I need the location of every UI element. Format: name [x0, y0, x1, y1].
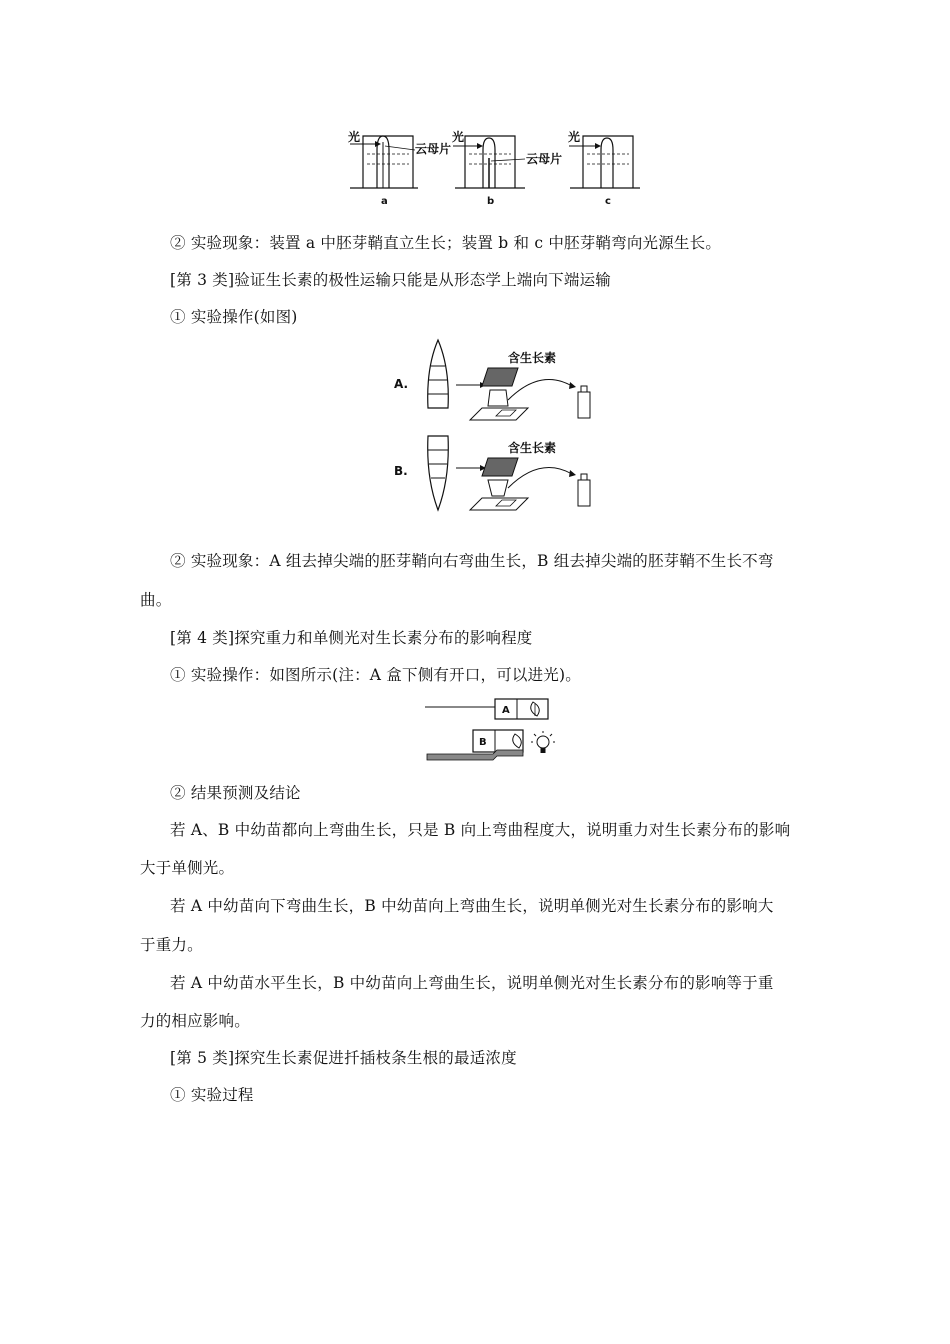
panel-b-label: b — [487, 196, 495, 207]
para-result-1: ② 实验现象：装置 a 中胚芽鞘直立生长；装置 b 和 c 中胚芽鞘弯向光源生长。 — [170, 234, 722, 252]
light-label-a: 光 — [348, 130, 361, 144]
auxin-label-a: 含生长素 — [508, 351, 557, 365]
lightbulb-icon — [531, 731, 555, 753]
panel-b — [452, 129, 562, 207]
auxin-label-b: 含生长素 — [508, 441, 557, 455]
para-case-3-line2: 力的相应影响。 — [140, 1012, 250, 1030]
figure-mica-coleoptiles — [345, 128, 645, 208]
mica-label-b: 云母片 — [526, 152, 563, 166]
para-operation-3: ① 实验操作(如图) — [170, 308, 298, 326]
panel-c-label: c — [605, 196, 611, 207]
row-a-experiment — [394, 340, 590, 420]
para-operation-4: ① 实验操作：如图所示(注：A 盒下侧有开口，可以进光)。 — [170, 666, 581, 684]
mica-label-a: 云母片 — [415, 142, 452, 156]
figure-polar-transport — [390, 338, 610, 518]
row-b-label: B. — [394, 464, 408, 478]
light-label-b: 光 — [452, 130, 465, 144]
para-category-3-heading: [第 3 类]验证生长素的极性运输只能是从形态学上端向下端运输 — [170, 271, 612, 289]
para-case-1-line1: 若 A、B 中幼苗都向上弯曲生长，只是 B 向上弯曲程度大，说明重力对生长素分布的影响 — [170, 821, 791, 839]
row-b-experiment — [394, 436, 590, 510]
para-result-3-line2: 曲。 — [140, 591, 172, 609]
box-b-label: B — [479, 737, 487, 748]
row-a-label: A. — [394, 377, 409, 391]
para-result-3-line1: ② 实验现象：A 组去掉尖端的胚芽鞘向右弯曲生长，B 组去掉尖端的胚芽鞘不生长不弯 — [170, 552, 774, 570]
para-process-5: ① 实验过程 — [170, 1086, 254, 1104]
light-label-c: 光 — [568, 130, 581, 144]
panel-a-label: a — [381, 196, 388, 207]
para-category-4-heading: [第 4 类]探究重力和单侧光对生长素分布的影响程度 — [170, 629, 533, 647]
box-a-label: A — [502, 705, 510, 716]
para-category-5-heading: [第 5 类]探究生长素促进扦插枝条生根的最适浓度 — [170, 1049, 517, 1067]
panel-a — [348, 129, 451, 207]
panel-c — [568, 129, 640, 207]
para-case-1-line2: 大于单侧光。 — [140, 859, 235, 877]
figure-gravity-light — [425, 698, 565, 766]
para-prediction-heading: ② 结果预测及结论 — [170, 784, 301, 802]
para-case-2-line1: 若 A 中幼苗向下弯曲生长，B 中幼苗向上弯曲生长，说明单侧光对生长素分布的影响大 — [170, 897, 774, 915]
para-case-2-line2: 于重力。 — [140, 936, 203, 954]
para-case-3-line1: 若 A 中幼苗水平生长，B 中幼苗向上弯曲生长，说明单侧光对生长素分布的影响等于重 — [170, 974, 774, 992]
